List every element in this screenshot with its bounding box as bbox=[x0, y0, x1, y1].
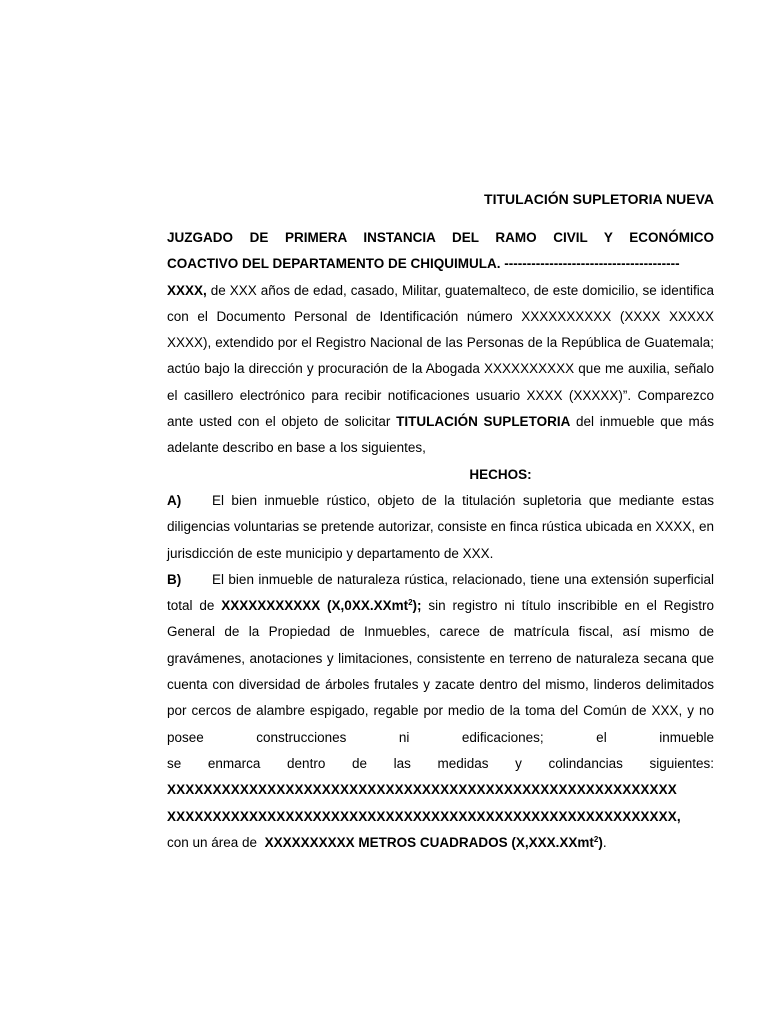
area-value-text: XXXXXXXXXX METROS CUADRADOS (X,XXX.XXmt bbox=[264, 834, 594, 850]
court-name-part-2: COACTIVO DEL DEPARTAMENTO DE CHIQUIMULA. bbox=[167, 256, 501, 272]
applicant-name: XXXX, bbox=[167, 282, 207, 298]
item-a-text: El bien inmueble rústico, objeto de la titulación supletoria que mediante estas diligencias voluntarias se pretende autorizar, consiste en finca rústica ubicada en XXXX, en jurisdicción de este municipio y departamento de XXX. bbox=[167, 492, 714, 561]
area-value bbox=[265, 835, 603, 850]
item-b-boundaries-line: se enmarca dentro de las medidas y colindancias siguientes: bbox=[167, 755, 714, 771]
document-title: TITULACIÓN SUPLETORIA NUEVA bbox=[484, 191, 714, 207]
intro-text-1: de XXX años de edad, casado, Militar, guatemalteco, de este domicilio, se identifica con el Documento Personal de Identificación número XXXXXXXXXX (XXXX XXXXX XXXX), extendido por el Registro Nacional de las Personas de la República de Guatemala; actúo bajo la dirección y procuración de la Abogada XXXXXXXXXX que me auxilia, señalo el casillero electrónico para recibir notificaciones usuario XXXX (XXXXX)”. Comparezco ante usted con el objeto de solicitar bbox=[167, 282, 714, 430]
item-b-area bbox=[221, 598, 421, 613]
boundaries-placeholder-2: XXXXXXXXXXXXXXXXXXXXXXXXXXXXXXXXXXXXXXXXXXXXXXXXXXXXXXXX, bbox=[167, 808, 681, 824]
item-b-text-1: El bien inmueble de naturaleza rústica, relacionado, tiene una extensión superficial total de bbox=[167, 571, 714, 614]
court-dashes: --------------------------------------- bbox=[504, 256, 680, 272]
request-title: TITULACIÓN SUPLETORIA bbox=[396, 414, 571, 430]
area-value-sup: 2 bbox=[593, 834, 599, 844]
court-line-1 bbox=[167, 225, 714, 251]
item-b-area-end: ); bbox=[412, 598, 422, 614]
area-value-end: ) bbox=[598, 834, 603, 850]
hechos-heading: HECHOS: bbox=[469, 466, 532, 482]
item-b-area-sup: 2 bbox=[408, 598, 413, 608]
document-body bbox=[167, 180, 714, 856]
area-line bbox=[167, 830, 714, 856]
court-line-2 bbox=[167, 251, 714, 277]
intro-paragraph bbox=[167, 278, 714, 462]
area-period: . bbox=[602, 834, 607, 850]
item-b-text-2: sin registro ni título inscribible en el Registro General de la Propiedad de Inmuebles, carece de matrícula fiscal, así mismo de gravámenes, anotaciones y limitaciones, consistente en terreno de naturaleza secana que cuenta con diversidad de árboles frutales y zacate dentro del mismo, linderos delimitados por cercos de alambre espigado, regable por medio de la toma del Común de XXX, y no posee construcciones ni edificaciones; el inmueble bbox=[167, 598, 714, 745]
item-b-area-value: XXXXXXXXXXX (X,0XX.XXmt bbox=[221, 598, 409, 614]
intro-text-2: del inmueble que más adelante describo en base a los siguientes, bbox=[167, 414, 714, 456]
item-b-label: B) bbox=[167, 571, 182, 587]
court-name-part-1: JUZGADO DE PRIMERA INSTANCIA DEL RAMO CIVIL Y ECONÓMICO bbox=[167, 230, 714, 245]
boundaries-placeholder-1: XXXXXXXXXXXXXXXXXXXXXXXXXXXXXXXXXXXXXXXXXXXXXXXXXXXXXXXX bbox=[167, 782, 677, 798]
item-a-label: A) bbox=[167, 492, 182, 508]
item-a-paragraph bbox=[167, 488, 714, 567]
area-intro: con un área de bbox=[167, 834, 265, 850]
item-b-paragraph bbox=[167, 567, 714, 751]
